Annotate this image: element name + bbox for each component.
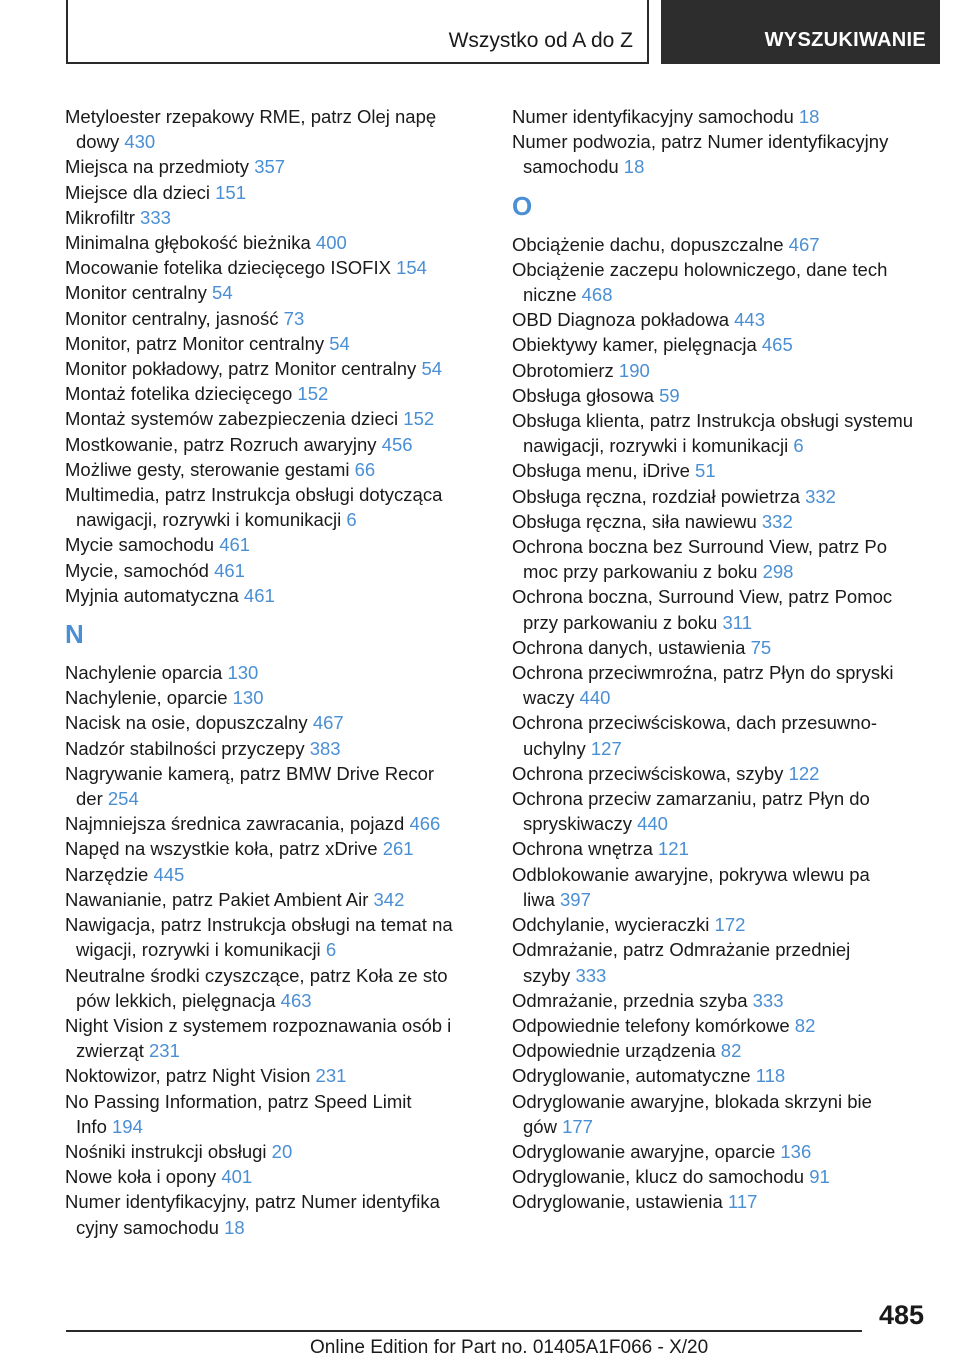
index-page-link[interactable]: 121	[658, 838, 689, 860]
index-entry	[512, 1063, 937, 1088]
index-page-link[interactable]: 311	[722, 611, 752, 633]
index-entry-text: Numer identyfikacyjny samochodu	[512, 106, 799, 127]
index-entry-text: Metyloester rzepakowy RME, patrz Olej napę dowy	[65, 106, 437, 153]
index-page-link[interactable]: 66	[354, 458, 376, 480]
index-page-link[interactable]: 461	[243, 584, 275, 606]
index-page-link[interactable]: 461	[219, 534, 251, 556]
index-entry-text: Minimalna głębokość bieżnika	[65, 232, 316, 254]
index-entry	[512, 937, 937, 987]
index-entry	[65, 862, 475, 887]
index-page-link[interactable]: 75	[750, 636, 772, 658]
index-entry-text: Obsługa głosowa	[512, 384, 660, 406]
index-entry-text: Ochrona danych, ustawienia	[512, 636, 751, 658]
index-page-link[interactable]: 401	[221, 1166, 253, 1188]
index-entry-text: Monitor pokładowy, patrz Monitor centralny	[65, 358, 422, 380]
index-entry	[512, 458, 937, 483]
index-entry	[65, 205, 475, 230]
index-page-link[interactable]: 468	[581, 284, 613, 306]
index-page-link[interactable]: 118	[755, 1065, 786, 1087]
index-page-link[interactable]: 231	[149, 1040, 180, 1062]
index-entry-text: Mycie samochodu	[65, 534, 220, 556]
index-entry-text: Odryglowanie, automatyczne	[512, 1065, 756, 1087]
index-page-link[interactable]: 467	[788, 233, 820, 255]
index-entry-text: Monitor centralny	[65, 282, 213, 304]
index-entry	[65, 660, 475, 685]
index-page-link[interactable]: 54	[421, 358, 443, 380]
index-entry-text: Miejsce dla dzieci	[65, 181, 216, 203]
index-page-link[interactable]: 466	[409, 813, 441, 835]
index-page-link[interactable]: 400	[315, 232, 347, 254]
index-entry-text: Nagrywanie kamerą, patrz BMW Drive Recor der	[65, 762, 435, 810]
index-page-link[interactable]: 18	[224, 1216, 245, 1238]
index-entry-text: Nawigacja, patrz Instrukcja obsługi na temat na wigacji, rozrywki i komunikacji	[65, 914, 453, 961]
index-page-link[interactable]: 59	[659, 384, 680, 406]
index-letter-heading: N	[65, 619, 84, 650]
index-entry	[65, 457, 475, 482]
index-entry	[512, 988, 937, 1013]
index-entry	[512, 257, 937, 307]
index-entry	[512, 584, 937, 634]
index-entry-text: Night Vision z systemem rozpoznawania osób i zwierząt	[65, 1014, 452, 1062]
index-entry-text: Obciążenie dachu, dopuszczalne	[512, 233, 789, 255]
index-entry-text: Obiektywy kamer, pielęgnacja	[512, 334, 762, 356]
index-entry-text: Nachylenie oparcia	[65, 662, 228, 684]
index-entry	[65, 280, 475, 305]
index-entry	[65, 532, 475, 557]
index-entry	[65, 356, 475, 381]
index-entry-text: Obsługa klienta, patrz Instrukcja obsługi systemu nawigacji, rozrywki i komunikacji	[512, 410, 914, 457]
index-entry-text: Napęd na wszystkie koła, patrz xDrive	[65, 838, 383, 860]
index-page-link[interactable]: 445	[153, 863, 185, 885]
index-entry-text: Nadzór stabilności przyczepy	[65, 737, 310, 759]
index-page-link[interactable]: 465	[761, 334, 793, 356]
index-entry	[65, 710, 475, 735]
index-page-link[interactable]: 332	[761, 510, 793, 532]
page-number: 485	[878, 1300, 924, 1330]
index-page-link[interactable]: 440	[579, 687, 611, 709]
index-entry-text: Ochrona boczna bez Surround View, patrz Po moc przy parkowaniu z boku	[512, 536, 888, 583]
index-entry	[512, 232, 937, 257]
index-entry	[512, 104, 937, 129]
index-entry-text: Montaż systemów zabezpieczenia dzieci	[65, 408, 404, 430]
index-page-link[interactable]: 20	[271, 1140, 293, 1162]
index-entry-text: Obsługa menu, iDrive	[512, 460, 696, 482]
index-page-link[interactable]: 333	[752, 989, 784, 1011]
index-page-link[interactable]: 194	[112, 1115, 143, 1137]
index-entry-text: Najmniejsza średnica zawracania, pojazd	[65, 813, 410, 835]
section-tab	[66, 0, 649, 64]
index-entry	[512, 1189, 937, 1214]
index-entry-text: Odmrażanie, patrz Odmrażanie przedniej szyby	[512, 939, 851, 986]
index-entry-text: Monitor, patrz Monitor centralny	[65, 332, 330, 354]
index-entry	[65, 1139, 475, 1164]
index-entry	[512, 761, 937, 786]
index-entry	[512, 786, 937, 836]
index-entry	[65, 761, 475, 811]
index-entry-text: Ochrona przeciwmroźna, patrz Płyn do spryski waczy	[512, 662, 894, 709]
index-entry-text: Montaż fotelika dziecięcego	[65, 383, 298, 405]
index-entry-text: Odpowiednie urządzenia	[512, 1040, 721, 1062]
index-entry	[65, 482, 475, 532]
index-entry-text: Ochrona boczna, Surround View, patrz Pomoc przy parkowaniu z boku	[512, 586, 893, 633]
index-entry-text: Obsługa ręczna, siła nawiewu	[512, 510, 762, 532]
index-page-link[interactable]: 91	[809, 1166, 830, 1188]
index-entry-text: Odryglowanie awaryjne, blokada skrzyni bie gów	[512, 1090, 872, 1137]
index-entry	[512, 534, 937, 584]
index-entry-text: Mycie, samochód	[65, 559, 215, 581]
index-entry	[65, 406, 475, 431]
index-entry	[65, 685, 475, 710]
index-entry-text: Numer podwozia, patrz Numer identyfikacyjny samochodu	[512, 131, 889, 178]
search-tab-label: WYSZUKIWANIE	[764, 29, 926, 51]
index-page-link[interactable]: 461	[214, 559, 245, 581]
index-entry-text: Obciążenie zaczepu holowniczego, dane tech niczne	[512, 258, 888, 306]
index-entry-text: Mikrofiltr	[65, 206, 141, 228]
index-page-link[interactable]: 73	[283, 307, 305, 329]
index-entry-text: Obrotomierz	[512, 359, 619, 381]
index-page-link[interactable]: 54	[329, 332, 350, 354]
index-entry	[512, 307, 937, 332]
index-entry-text: Monitor centralny, jasność	[65, 307, 284, 329]
index-page-link[interactable]: 463	[280, 989, 312, 1011]
index-entry-text: Nawanianie, patrz Pakiet Ambient Air	[65, 888, 374, 910]
index-entry-text: Nowe koła i opony	[65, 1166, 222, 1188]
index-entry-text: Nośniki instrukcji obsługi	[65, 1140, 272, 1162]
index-entry-text: Odchylanie, wycieraczki	[512, 914, 715, 936]
index-page-link[interactable]: 18	[798, 106, 820, 127]
search-tab[interactable]	[661, 0, 940, 64]
index-entry-text: Numer identyfikacyjny, patrz Numer identyfika cyjny samochodu	[65, 1191, 440, 1238]
index-entry	[512, 358, 937, 383]
index-page-link[interactable]: 177	[562, 1115, 593, 1137]
index-page-link[interactable]: 151	[215, 181, 246, 203]
index-page-link[interactable]: 261	[382, 838, 414, 860]
index-entry-text: Odblokowanie awaryjne, pokrywa wlewu pa liwa	[512, 863, 870, 910]
index-page-link[interactable]: 342	[373, 888, 405, 910]
index-page-link[interactable]: 332	[805, 485, 836, 507]
index-entry	[512, 1089, 937, 1139]
index-page-link[interactable]: 136	[780, 1140, 812, 1162]
index-entry-text: Narzędzie	[65, 863, 154, 885]
index-page-link[interactable]: 6	[793, 435, 804, 457]
index-page-link[interactable]: 51	[695, 460, 716, 482]
index-page-link[interactable]: 440	[637, 813, 668, 835]
index-entry	[65, 306, 475, 331]
index-entry-text: Nachylenie, oparcie	[65, 687, 233, 709]
index-page-link[interactable]: 467	[312, 712, 344, 734]
index-entry-text: Możliwe gesty, sterowanie gestami	[65, 458, 355, 480]
index-page-link[interactable]: 130	[227, 662, 259, 684]
index-page-link[interactable]: 333	[140, 206, 171, 228]
index-page-link[interactable]: 443	[734, 309, 766, 331]
index-entry	[512, 332, 937, 357]
index-page-link[interactable]: 430	[124, 131, 156, 153]
index-entry	[65, 331, 475, 356]
index-page-link[interactable]: 254	[107, 788, 139, 810]
index-page-link[interactable]: 122	[788, 762, 820, 784]
index-page-link[interactable]: 130	[232, 687, 264, 709]
index-entry-text: Noktowizor, patrz Night Vision	[65, 1065, 316, 1087]
index-entry-text: Ochrona przeciw zamarzaniu, patrz Płyn do spryskiwaczy	[512, 788, 870, 835]
index-page-link[interactable]: 357	[254, 156, 286, 178]
index-entry	[65, 1189, 475, 1239]
index-entry-text: Ochrona przeciwściskowa, dach przesuwno- uchylny	[512, 712, 878, 759]
index-page-link[interactable]: 152	[297, 383, 329, 405]
index-entry	[65, 180, 475, 205]
index-entry	[65, 154, 475, 179]
index-page-link[interactable]: 82	[720, 1040, 742, 1062]
index-column-left	[65, 104, 475, 1240]
index-entry-text: No Passing Information, patrz Speed Limit Info	[65, 1090, 412, 1137]
index-page-link[interactable]: 333	[575, 964, 607, 986]
section-title: Wszystko od A do Z	[448, 29, 633, 52]
index-entry	[512, 862, 937, 912]
index-entry	[512, 836, 937, 861]
index-column-right	[512, 104, 937, 1215]
index-entry	[512, 408, 937, 458]
index-page-link[interactable]: 298	[762, 561, 794, 583]
index-entry	[65, 558, 475, 583]
index-entry-text: Miejsca na przedmioty	[65, 156, 255, 178]
index-page-link[interactable]: 117	[727, 1191, 758, 1213]
index-entry	[65, 1164, 475, 1189]
index-entry	[512, 1038, 937, 1063]
footer-divider	[66, 1330, 862, 1332]
index-entry-text: Odpowiednie telefony komórkowe	[512, 1014, 795, 1036]
index-entry	[512, 660, 937, 710]
index-entry-text: Neutralne środki czyszczące, patrz Koła ze sto pów lekkich, pielęgnacja	[65, 964, 448, 1011]
index-entry-text: Nacisk na osie, dopuszczalny	[65, 712, 313, 734]
index-page-link[interactable]: 383	[309, 737, 341, 759]
index-page-link[interactable]: 231	[315, 1065, 347, 1087]
index-entry	[512, 129, 937, 179]
index-entry	[65, 381, 475, 406]
index-page-link[interactable]: 18	[623, 156, 645, 178]
index-entry	[512, 635, 937, 660]
index-entry	[65, 583, 475, 608]
index-entry-text: OBD Diagnoza pokładowa	[512, 309, 735, 331]
index-entry-text: Odryglowanie, ustawienia	[512, 1191, 728, 1213]
index-page-link[interactable]: 6	[346, 509, 357, 531]
index-page-link[interactable]: 54	[212, 282, 233, 304]
index-page-link[interactable]: 172	[714, 914, 746, 936]
index-entry	[512, 1013, 937, 1038]
index-page-link[interactable]: 190	[618, 359, 650, 381]
index-entry-text: Mocowanie fotelika dziecięcego ISOFIX	[65, 257, 397, 279]
index-entry-text: Odryglowanie, klucz do samochodu	[512, 1166, 810, 1188]
index-entry-text: Multimedia, patrz Instrukcja obsługi dotycząca nawigacji, rozrywki i komunikacji	[65, 484, 443, 531]
index-entry	[512, 383, 937, 408]
index-entry-text: Mostkowanie, patrz Rozruch awaryjny	[65, 433, 382, 455]
index-entry-text: Odmrażanie, przednia szyba	[512, 989, 753, 1011]
index-entry	[65, 1013, 475, 1063]
index-entry	[65, 811, 475, 836]
index-entry	[65, 230, 475, 255]
index-page-link[interactable]: 154	[396, 257, 427, 279]
index-entry-text: Myjnia automatyczna	[65, 584, 244, 606]
index-entry	[65, 255, 475, 280]
index-entry	[65, 912, 475, 962]
index-entry	[65, 963, 475, 1013]
index-entry	[512, 710, 937, 760]
index-page-link[interactable]: 127	[590, 737, 622, 759]
index-page-link[interactable]: 152	[403, 408, 435, 430]
index-page-link[interactable]: 397	[560, 888, 591, 910]
index-letter-heading: O	[512, 190, 533, 221]
index-entry	[65, 1089, 475, 1139]
index-entry	[65, 836, 475, 861]
index-entry-text: Obsługa ręczna, rozdział powietrza	[512, 485, 806, 507]
edition-footer: Online Edition for Part no. 01405A1F066 - X/20	[310, 1337, 709, 1358]
index-page-link[interactable]: 456	[381, 433, 413, 455]
index-page-link[interactable]: 82	[794, 1014, 816, 1036]
index-entry	[65, 736, 475, 761]
index-entry	[65, 104, 475, 154]
index-entry	[65, 1063, 475, 1088]
index-entry-text: Odryglowanie awaryjne, oparcie	[512, 1140, 781, 1162]
index-entry	[512, 484, 937, 509]
index-entry-text: Ochrona wnętrza	[512, 838, 659, 860]
index-entry	[65, 432, 475, 457]
index-entry-text: Ochrona przeciwściskowa, szyby	[512, 762, 789, 784]
index-entry	[512, 1139, 937, 1164]
index-entry	[512, 912, 937, 937]
index-page-link[interactable]: 6	[325, 939, 337, 961]
index-entry	[512, 1164, 937, 1189]
index-entry	[65, 887, 475, 912]
index-entry	[512, 509, 937, 534]
